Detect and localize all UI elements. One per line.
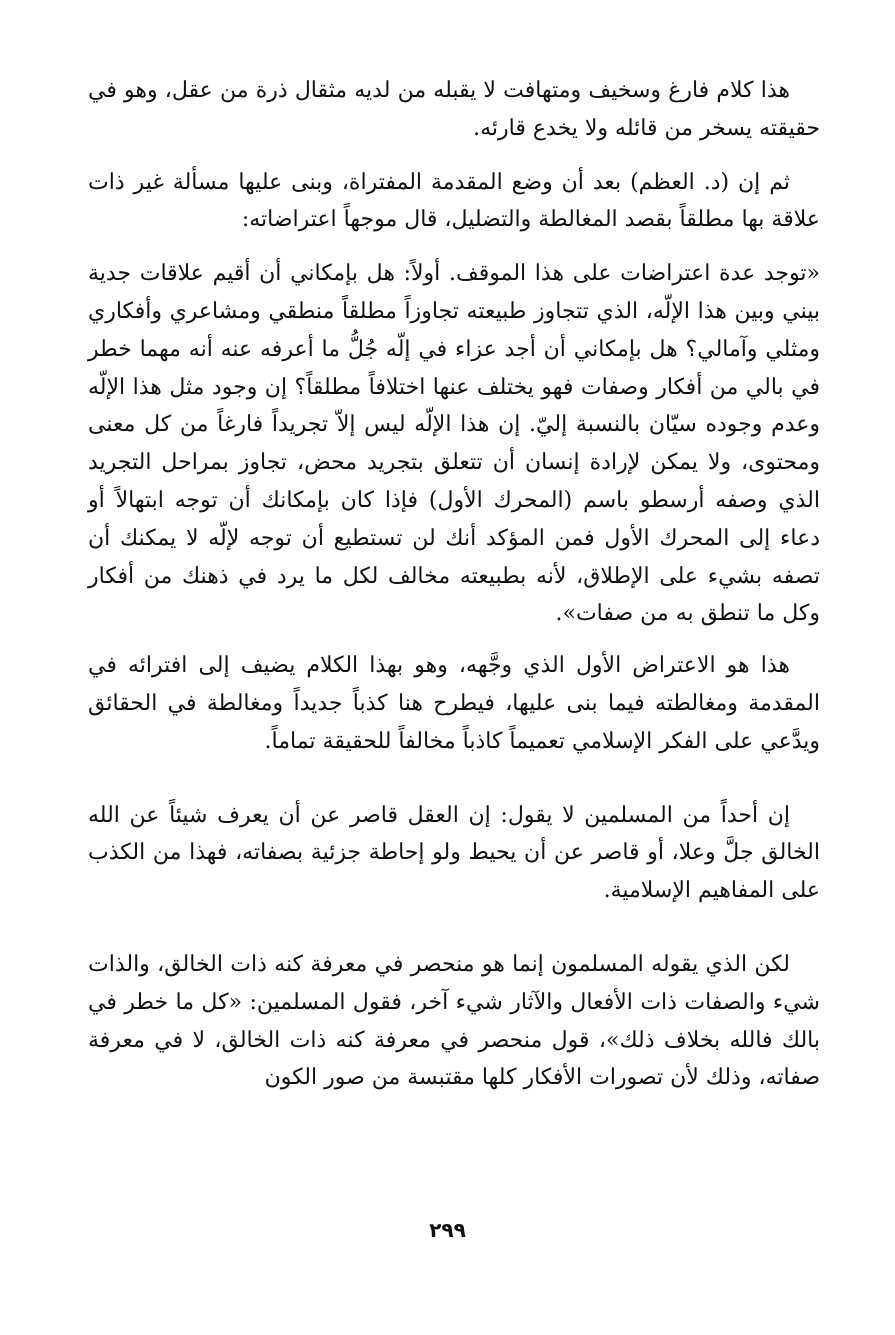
page-number: ٢٩٩ <box>429 1218 466 1242</box>
paragraph-5: إن أحداً من المسلمين لا يقول: إن العقل قاصر عن أن يعرف شيئاً عن الله الخالق جلَّ وعلا، أو قاصر عن أن يحيط ولو إحاطة جزئية بصفاته، فهذا من الكذب على المفاهيم الإسلامية. <box>88 802 820 904</box>
paragraph-1: هذا كلام فارغ وسخيف ومتهافت لا يقبله من لديه مثقال ذرة من عقل، وهو في حقيقته يسخر من قائله ولا يخدع قارئه. <box>88 78 820 141</box>
paragraph-4: هذا هو الاعتراض الأول الذي وجَّهه، وهو بهذا الكلام يضيف إلى افترائه في المقدمة ومغالطته فيما بنى عليها، فيطرح هنا كذباً جديداً ومغالطة في الحقائق ويدَّعي على الفكر الإسلامي تعميماً كاذباً مخالفاً للحقيقة تماماً. <box>88 653 820 754</box>
page-body <box>88 72 820 1097</box>
paragraph-6: لكن الذي يقوله المسلمون إنما هو منحصر في معرفة كنه ذات الخالق، والذات شيء والصفات ذات الأفعال والآثار شيء آخر، فقول المسلمين: «كل ما خطر في بالك فالله بخلاف ذلك»، قول منحصر في معرفة كنه ذات الخالق، لا في معرفة صفاته، وذلك لأن تصورات الأفكار كلها مقتبسة من صور الكون <box>88 951 820 1091</box>
paragraph-2: ثم إن (د. العظم) بعد أن وضع المقدمة المفتراة، وبنى عليها مسألة غير ذات علاقة بها مطلقاً بقصد المغالطة والتضليل، قال موجهاً اعتراضاته: <box>88 169 820 233</box>
quotation-paragraph: «توجد عدة اعتراضات على هذا الموقف. أولاً: هل بإمكاني أن أقيم علاقات جدية بيني وبين هذا الإلّه، الذي تتجاوز طبيعته تجاوزاً مطلقاً منطقي ومشاعري وأفكاري ومثلي وآمالي؟ هل بإمكاني أن أجد عزاء في إلّه جُلُّ ما أعرفه عنه أنه مهما خطر في بالي من أفكار وصفات فهو يختلف عنها اختلافاً مطلقاً؟ إن وجود مثل هذا الإلّه وعدم وجوده سيّان بالنسبة إليّ. إن هذا الإلّه ليس إلاّ تجريداً فارغاً من كل معنى ومحتوى، ولا يمكن لإرادة إنسان أن تتعلق بتجريد محض، تجاوز بمراحل التجريد الذي وصفه أرسطو باسم (المحرك الأول) فإذا كان بإمكانك أن توجه ابتهالاً أو دعاء إلى المحرك الأول فمن المؤكد أنك لن تستطيع أن توجه لإلّه لا يمكنك أن تصفه بشيء على الإطلاق، لأنه بطبيعته مخالف لكل ما يرد في ذهنك من أفكار وكل ما تنطق به من صفات». <box>88 261 820 627</box>
